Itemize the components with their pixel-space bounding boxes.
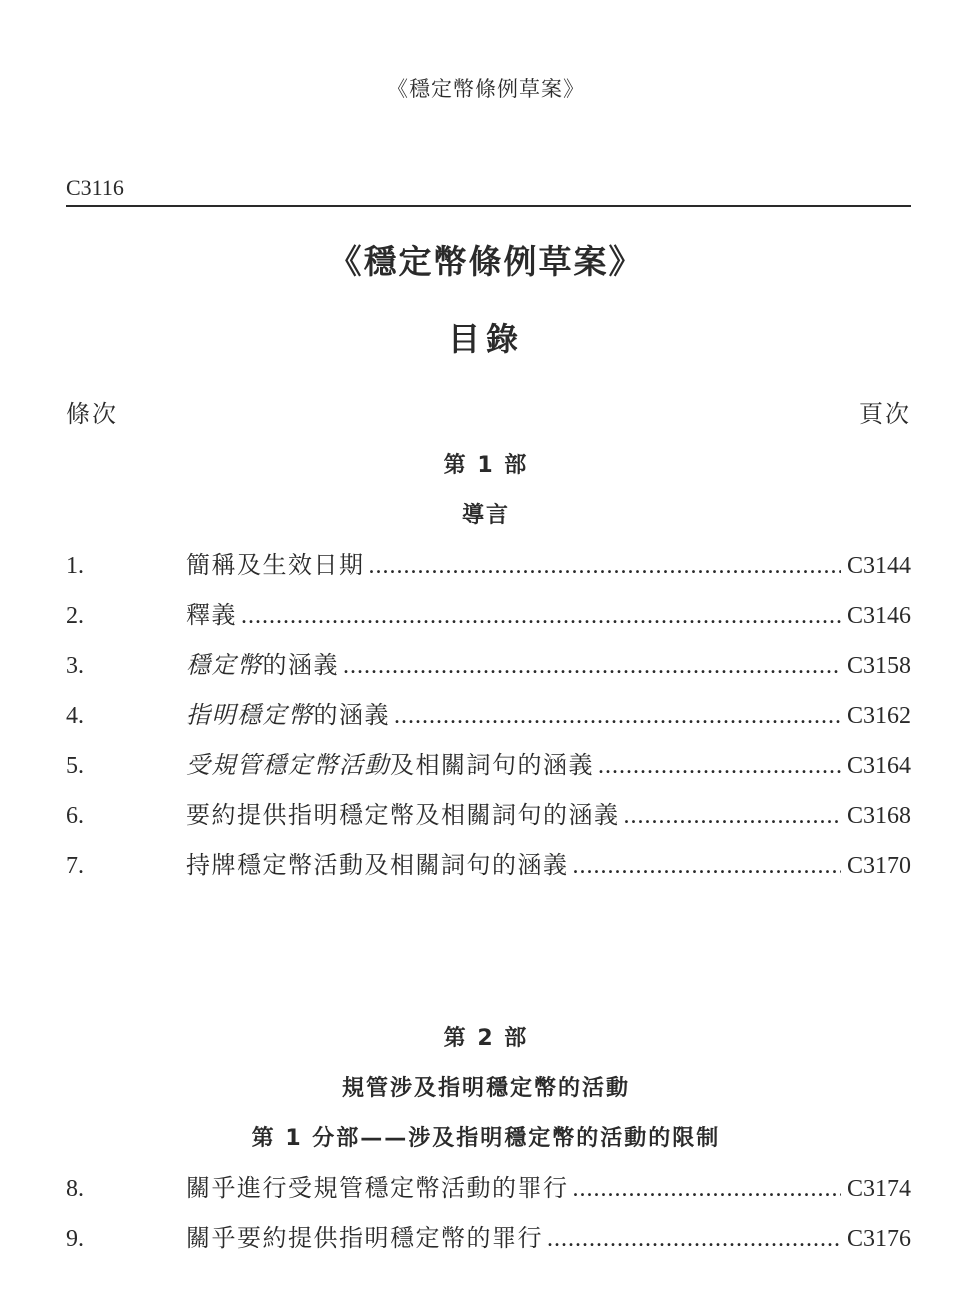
toc-entry-title-italic: 指明穩定幣 (186, 703, 314, 729)
toc-entry[interactable] (66, 545, 911, 579)
leader-dots (547, 1226, 841, 1253)
part2-label: 第 2 部 (443, 1026, 529, 1051)
toc-entry[interactable] (66, 695, 911, 729)
toc-entry-page: C3168 (846, 803, 911, 829)
toc-entry-title-text: 要約提供指明穩定幣及相關詞句的涵義 (186, 803, 620, 829)
toc-entry-page: C3174 (846, 1176, 911, 1202)
toc-title: 目錄 (447, 320, 524, 358)
document-title: 《穩定幣條例草案》 (328, 242, 644, 281)
leader-dots (241, 603, 841, 630)
toc-entry-number: 9. (66, 1226, 84, 1252)
leader-dots (573, 853, 841, 880)
toc-entry-title-text: 的涵義 (262, 653, 339, 679)
toc-entry[interactable] (66, 1218, 911, 1252)
leader-dots (343, 653, 841, 680)
toc-entry-title (186, 1218, 543, 1253)
column-header-section: 條次 (66, 402, 118, 428)
part2-name: 規管涉及指明穩定幣的活動 (341, 1076, 630, 1101)
toc-entry-page: C3146 (846, 603, 911, 629)
running-head: 《穩定幣條例草案》 (387, 77, 585, 101)
toc-entry[interactable] (66, 645, 911, 679)
toc-entry-title-text: 釋義 (186, 603, 237, 629)
header-rule (66, 205, 911, 207)
toc-entry-title (186, 595, 237, 630)
toc-entry-title-text: 持牌穩定幣活動及相關詞句的涵義 (186, 853, 569, 879)
toc-entry-title (186, 745, 594, 780)
toc-entry-page: C3158 (846, 653, 911, 679)
toc-entry-title (186, 1168, 569, 1203)
toc-entry[interactable] (66, 745, 911, 779)
toc-entry-title-text: 簡稱及生效日期 (186, 553, 365, 579)
part1-name: 導言 (461, 503, 510, 528)
toc-entry-number: 3. (66, 653, 84, 679)
toc-entry-page: C3144 (846, 553, 911, 579)
toc-entry-number: 7. (66, 853, 84, 879)
toc-entry[interactable] (66, 595, 911, 629)
toc-entry-title-text: 的涵義 (313, 703, 390, 729)
toc-entry-page: C3162 (846, 703, 911, 729)
toc-entry-title-italic: 穩定幣 (186, 653, 263, 679)
toc-entry-title (186, 845, 569, 880)
toc-entry-title-text: 及相關詞句的涵義 (390, 753, 594, 779)
leader-dots (394, 703, 841, 730)
toc-entry-page: C3164 (846, 753, 911, 779)
toc-entry-number: 2. (66, 603, 84, 629)
leader-dots (624, 803, 841, 830)
toc-entry[interactable] (66, 1168, 911, 1202)
page-number: C3116 (66, 175, 124, 200)
toc-entry-page: C3176 (846, 1226, 911, 1252)
toc-entry[interactable] (66, 845, 911, 879)
toc-entry-title-italic: 受規管穩定幣活動 (186, 753, 390, 779)
toc-entry-number: 8. (66, 1176, 84, 1202)
toc-entry[interactable] (66, 795, 911, 829)
toc-entry-number: 1. (66, 553, 84, 579)
part1-label: 第 1 部 (443, 453, 529, 478)
toc-entry-number: 5. (66, 753, 84, 779)
toc-entry-title-text: 關乎要約提供指明穩定幣的罪行 (186, 1226, 543, 1252)
toc-entry-title (186, 795, 620, 830)
toc-entry-title (186, 545, 365, 580)
toc-entry-title (186, 645, 339, 680)
leader-dots (598, 753, 841, 780)
toc-entry-number: 6. (66, 803, 84, 829)
toc-entry-title-text: 關乎進行受規管穩定幣活動的罪行 (186, 1176, 569, 1202)
toc-entry-number: 4. (66, 703, 84, 729)
toc-entry-title (186, 695, 390, 730)
leader-dots (573, 1176, 841, 1203)
column-header-page: 頁次 (859, 402, 911, 428)
toc-entry-page: C3170 (846, 853, 911, 879)
leader-dots (369, 553, 841, 580)
division-heading: 第 1 分部——涉及指明穩定幣的活動的限制 (251, 1126, 721, 1151)
